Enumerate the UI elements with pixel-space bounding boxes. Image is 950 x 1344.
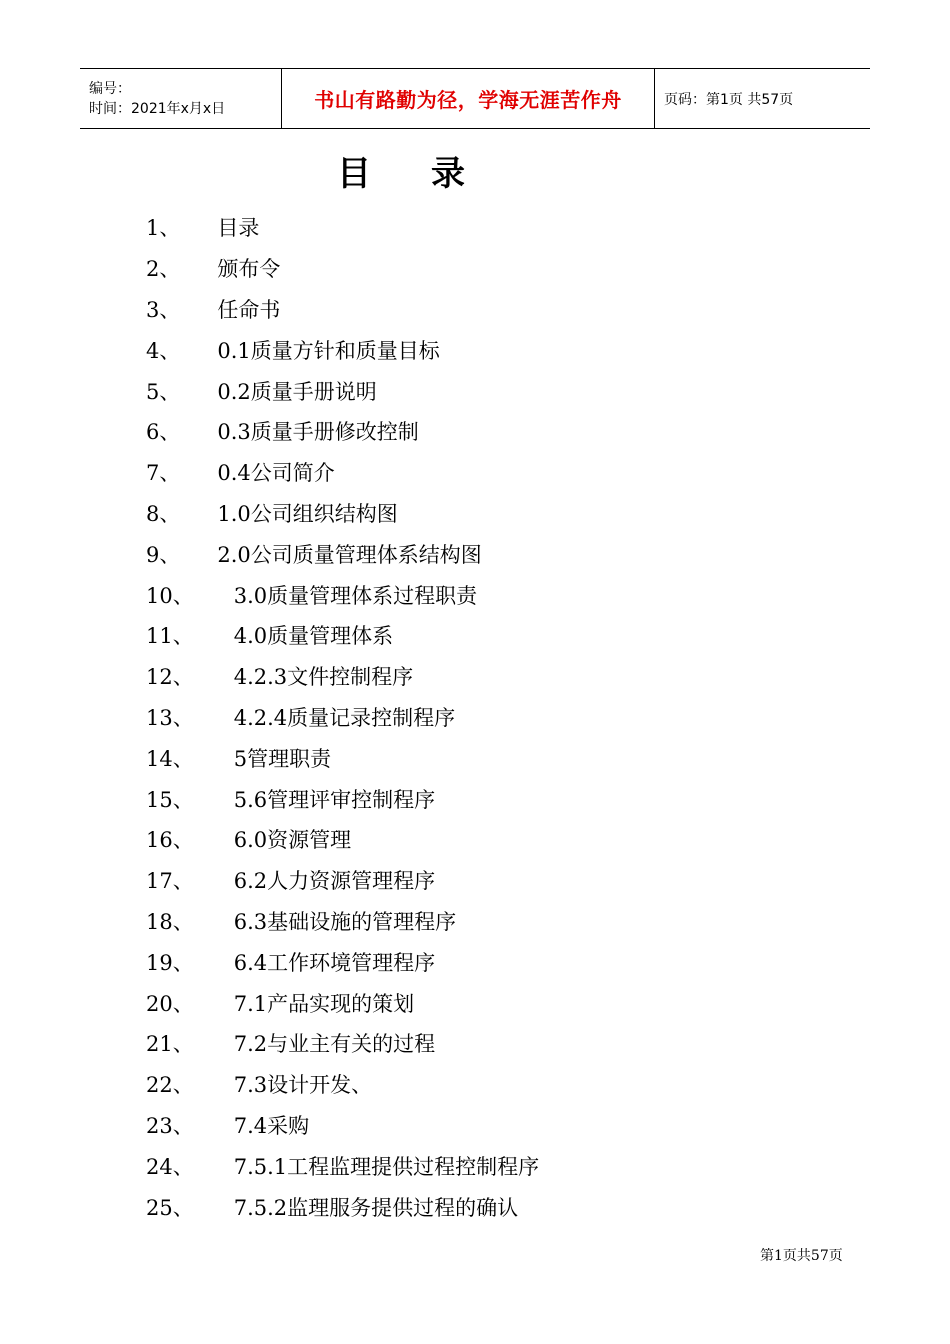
toc-item-label: 5.6管理评审控制程序 (233, 787, 436, 812)
toc-item-label: 7.2与业主有关的过程 (233, 1032, 436, 1057)
toc-item-label: 0.3质量手册修改控制 (217, 420, 419, 445)
toc-item-number: 23、 (146, 1113, 194, 1138)
toc-item-label: 0.4公司简介 (217, 461, 335, 486)
toc-item-label: 6.0资源管理 (233, 828, 352, 853)
toc-item-label: 颁布令 (217, 257, 281, 282)
toc-item[interactable] (146, 1105, 539, 1146)
document-date-label: 时间：2021年x月x日 (89, 100, 226, 117)
toc-item-number: 12、 (146, 665, 194, 690)
toc-item-number: 2、 (146, 257, 181, 282)
toc-item-label: 4.0质量管理体系 (233, 624, 394, 649)
toc-item[interactable] (146, 574, 539, 615)
toc-item-number: 14、 (146, 746, 194, 771)
toc-item-label: 3.0质量管理体系过程职责 (233, 583, 478, 608)
toc-item[interactable] (146, 1064, 539, 1105)
toc-item[interactable] (146, 248, 539, 289)
motto-text: 书山有路勤为径，学海无涯苦作舟 (314, 88, 622, 112)
toc-item-label: 7.3设计开发、 (233, 1073, 373, 1098)
table-of-contents (146, 207, 539, 1227)
toc-item[interactable] (146, 533, 539, 574)
header-motto (282, 69, 655, 128)
toc-item-number: 20、 (146, 991, 194, 1016)
toc-item-number: 1、 (146, 216, 181, 241)
toc-item-number: 13、 (146, 705, 194, 730)
toc-item-label: 0.1质量方针和质量目标 (217, 338, 440, 363)
toc-item[interactable] (146, 1145, 539, 1186)
toc-item-number: 11、 (146, 624, 194, 649)
toc-item-label: 任命书 (217, 297, 281, 322)
toc-item-number: 6、 (146, 420, 181, 445)
header-page-label: 页码：第1页 共57页 (664, 91, 794, 108)
toc-item[interactable] (146, 493, 539, 534)
toc-item[interactable] (146, 1023, 539, 1064)
toc-item-number: 15、 (146, 787, 194, 812)
toc-item[interactable] (146, 289, 539, 330)
toc-item-label: 4.2.3文件控制程序 (233, 665, 414, 690)
toc-item[interactable] (146, 819, 539, 860)
toc-item-number: 25、 (146, 1195, 194, 1220)
toc-item-number: 16、 (146, 828, 194, 853)
toc-item[interactable] (146, 207, 539, 248)
toc-item[interactable] (146, 656, 539, 697)
header-page-info (655, 69, 870, 128)
header-meta (80, 69, 282, 128)
document-number-label: 编号： (89, 80, 131, 97)
toc-item-number: 5、 (146, 379, 181, 404)
page-footer: 第1页共57页 (760, 1248, 843, 1264)
toc-item[interactable] (146, 737, 539, 778)
toc-item-number: 7、 (146, 461, 181, 486)
toc-item[interactable] (146, 370, 539, 411)
toc-item-label: 5管理职责 (233, 746, 332, 771)
toc-item[interactable] (146, 411, 539, 452)
toc-item-number: 4、 (146, 338, 181, 363)
toc-item[interactable] (146, 778, 539, 819)
toc-item-number: 21、 (146, 1032, 194, 1057)
toc-item-label: 7.1产品实现的策划 (233, 991, 415, 1016)
toc-item-label: 2.0公司质量管理体系结构图 (217, 542, 482, 567)
toc-item-label: 4.2.4质量记录控制程序 (233, 705, 456, 730)
toc-item-label: 6.4工作环境管理程序 (233, 950, 436, 975)
toc-item[interactable] (146, 941, 539, 982)
toc-item-number: 19、 (146, 950, 194, 975)
toc-item-label: 1.0公司组织结构图 (217, 501, 398, 526)
toc-item-number: 10、 (146, 583, 194, 608)
toc-item-label: 7.5.2监理服务提供过程的确认 (233, 1195, 519, 1220)
toc-item[interactable] (146, 901, 539, 942)
toc-item-label: 0.2质量手册说明 (217, 379, 377, 404)
page-title: 目录 (337, 154, 525, 194)
toc-item-number: 22、 (146, 1073, 194, 1098)
toc-item-label: 7.4采购 (233, 1113, 310, 1138)
toc-item-number: 18、 (146, 909, 194, 934)
toc-item[interactable] (146, 860, 539, 901)
toc-item[interactable] (146, 1186, 539, 1227)
toc-item-label: 目录 (217, 216, 260, 241)
toc-item-label: 6.3基础设施的管理程序 (233, 909, 457, 934)
page-header (80, 68, 870, 129)
toc-item-number: 17、 (146, 869, 194, 894)
toc-item-number: 3、 (146, 297, 181, 322)
toc-item[interactable] (146, 329, 539, 370)
toc-item-label: 7.5.1工程监理提供过程控制程序 (233, 1154, 540, 1179)
toc-item-number: 8、 (146, 501, 181, 526)
toc-item-number: 9、 (146, 542, 181, 567)
toc-item[interactable] (146, 615, 539, 656)
toc-item[interactable] (146, 697, 539, 738)
toc-item-label: 6.2人力资源管理程序 (233, 869, 436, 894)
toc-item-number: 24、 (146, 1154, 194, 1179)
toc-item[interactable] (146, 452, 539, 493)
toc-item[interactable] (146, 982, 539, 1023)
